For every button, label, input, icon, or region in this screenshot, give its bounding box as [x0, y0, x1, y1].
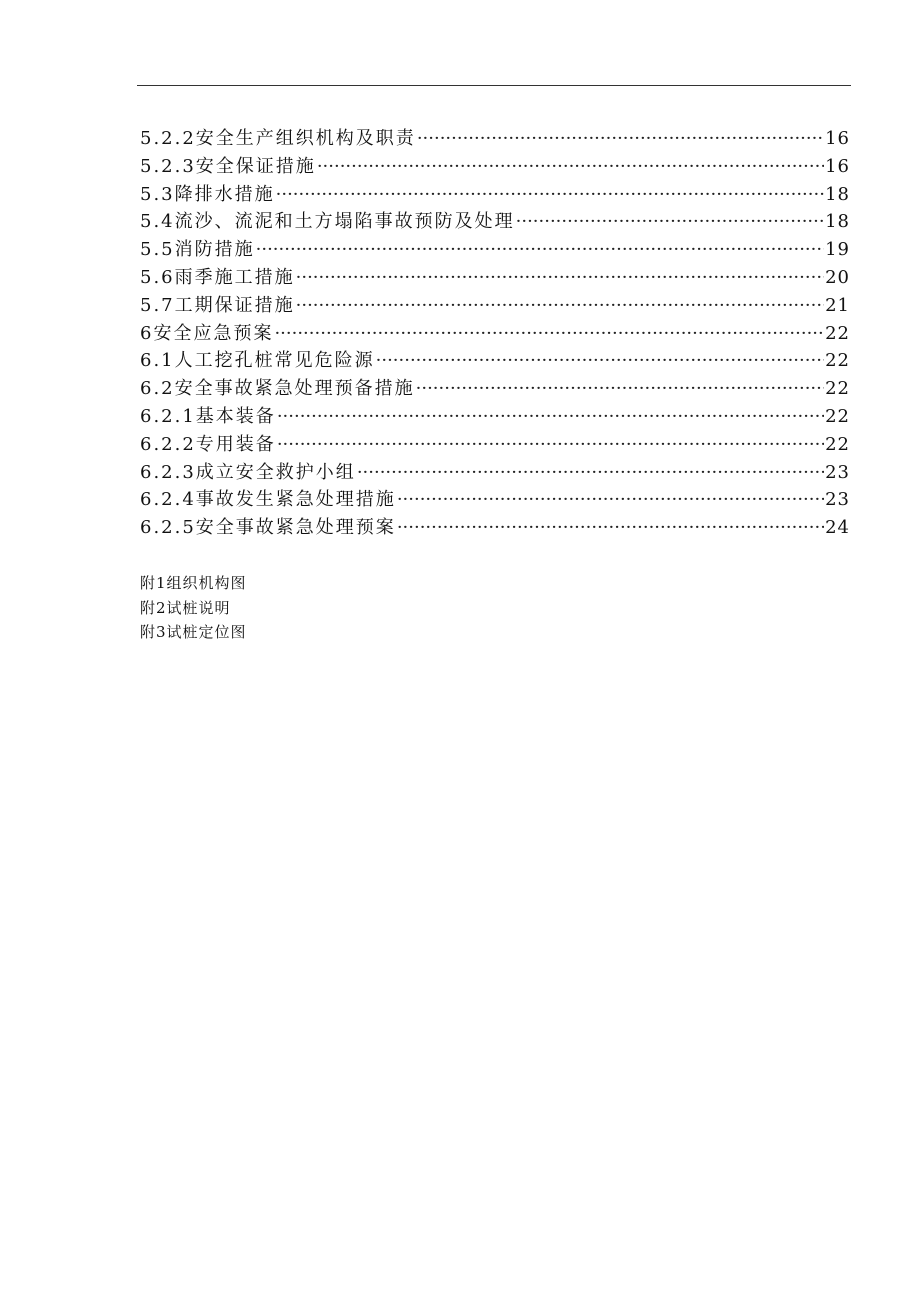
toc-entry-title: 5.3降排水措施 — [140, 183, 275, 205]
toc-dot-leader — [296, 295, 824, 316]
toc-dot-leader — [256, 239, 824, 260]
toc-entry-title: 5.4流沙、流泥和土方塌陷事故预防及处理 — [140, 211, 515, 233]
toc-entry-title: 6.1人工挖孔桩常见危险源 — [140, 350, 375, 372]
toc-dot-leader — [357, 462, 824, 483]
toc-dot-leader — [417, 128, 824, 149]
toc-entry[interactable] — [140, 207, 850, 235]
toc-entry[interactable] — [140, 346, 850, 374]
toc-entry-page: 20 — [825, 266, 850, 288]
toc-entry-title: 5.7工期保证措施 — [140, 294, 295, 316]
appendix-item: 附1组织机构图 — [140, 574, 247, 592]
toc-entry[interactable] — [140, 458, 850, 486]
toc-entry[interactable] — [140, 319, 850, 347]
toc-entry-page: 18 — [825, 211, 850, 233]
appendix-list — [140, 572, 247, 646]
toc-dot-leader — [416, 378, 824, 399]
toc-entry[interactable] — [140, 430, 850, 458]
toc-entry-page: 23 — [825, 461, 850, 483]
toc-entry[interactable] — [140, 235, 850, 263]
toc-entry-title: 6.2.3成立安全救护小组 — [140, 461, 356, 483]
toc-dot-leader — [276, 184, 824, 205]
toc-dot-leader — [397, 489, 824, 510]
toc-dot-leader — [277, 406, 824, 427]
toc-entry-page: 21 — [825, 294, 850, 316]
toc-dot-leader — [296, 267, 824, 288]
toc-entry[interactable] — [140, 291, 850, 319]
toc-entry-page: 22 — [825, 350, 850, 372]
toc-dot-leader — [516, 211, 824, 232]
header-rule — [137, 85, 851, 86]
appendix-item: 附2试桩说明 — [140, 598, 231, 617]
toc-entry-page: 22 — [825, 433, 850, 455]
toc-entry-title: 6安全应急预案 — [140, 322, 274, 344]
toc-entry-page: 22 — [825, 322, 850, 344]
toc-entry-page: 18 — [825, 183, 850, 205]
toc-entry-page: 24 — [825, 517, 850, 539]
toc-entry-title: 6.2.1基本装备 — [140, 405, 276, 427]
toc-entry-page: 19 — [825, 239, 850, 261]
toc-entry[interactable] — [140, 180, 850, 208]
toc-dot-leader — [274, 323, 824, 344]
toc-entry[interactable] — [140, 402, 850, 430]
toc-entry-page: 16 — [825, 155, 850, 177]
toc-entry-title: 6.2.4事故发生紧急处理措施 — [140, 489, 396, 511]
toc-entry-title: 5.6雨季施工措施 — [140, 266, 295, 288]
toc-dot-leader — [376, 350, 824, 371]
toc-entry-page: 22 — [825, 378, 850, 400]
toc-entry[interactable] — [140, 485, 850, 513]
toc-dot-leader — [317, 156, 824, 177]
toc-entry[interactable] — [140, 374, 850, 402]
toc-entry-title: 5.5消防措施 — [140, 239, 255, 261]
toc-entry-title: 5.2.3安全保证措施 — [140, 155, 316, 177]
table-of-contents — [140, 124, 850, 541]
toc-entry-page: 16 — [825, 128, 850, 149]
appendix-item: 附3试桩定位图 — [140, 623, 247, 641]
toc-entry-page: 23 — [825, 489, 850, 511]
toc-dot-leader — [397, 517, 824, 538]
toc-entry-title: 6.2.5安全事故紧急处理预案 — [140, 517, 396, 539]
toc-entry-title: 6.2安全事故紧急处理预备措施 — [140, 378, 415, 400]
toc-entry-title: 5.2.2安全生产组织机构及职责 — [140, 128, 416, 149]
toc-entry[interactable] — [140, 124, 850, 152]
toc-entry[interactable] — [140, 152, 850, 180]
toc-entry-page: 22 — [825, 405, 850, 427]
toc-entry[interactable] — [140, 513, 850, 541]
toc-entry[interactable] — [140, 263, 850, 291]
toc-dot-leader — [277, 434, 824, 455]
toc-entry-title: 6.2.2专用装备 — [140, 433, 276, 455]
